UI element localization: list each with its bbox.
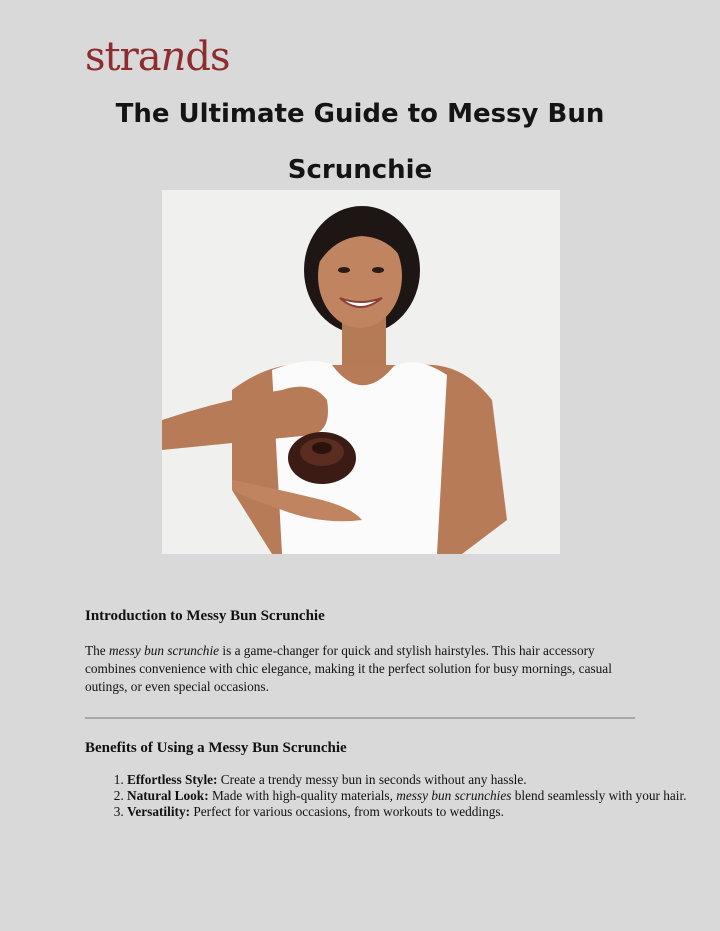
benefits-list <box>85 772 687 820</box>
intro-paragraph: The messy bun scrunchie is a game-changer for quick and stylish hairstyles. This hair accessory combines convenience with chic elegance, making it the perfect solution for busy mornings, casual outings, or even special occasions. <box>85 643 612 694</box>
hero-image <box>162 190 560 554</box>
brand-logo: strands <box>85 34 230 80</box>
page-title-line-1: The Ultimate Guide to Messy Bun <box>115 99 605 129</box>
list-item: 1. Effortless Style: Create a trendy messy bun in seconds without any hassle. <box>127 772 687 788</box>
section-divider <box>85 717 635 719</box>
page-title-line-2: Scrunchie <box>287 155 433 185</box>
list-item: 2. Natural Look: Made with high-quality materials, messy bun scrunchies blend seamlessly with your hair. <box>127 788 687 804</box>
intro-keyword: messy bun scrunchie <box>109 643 220 658</box>
list-item: 3. Versatility: Perfect for various occasions, from workouts to weddings. <box>127 804 687 820</box>
benefits-heading: Benefits of Using a Messy Bun Scrunchie <box>85 740 347 756</box>
intro-heading: Introduction to Messy Bun Scrunchie <box>85 608 325 624</box>
woman-with-scrunchie-illustration <box>162 190 560 554</box>
page-title <box>80 86 640 198</box>
